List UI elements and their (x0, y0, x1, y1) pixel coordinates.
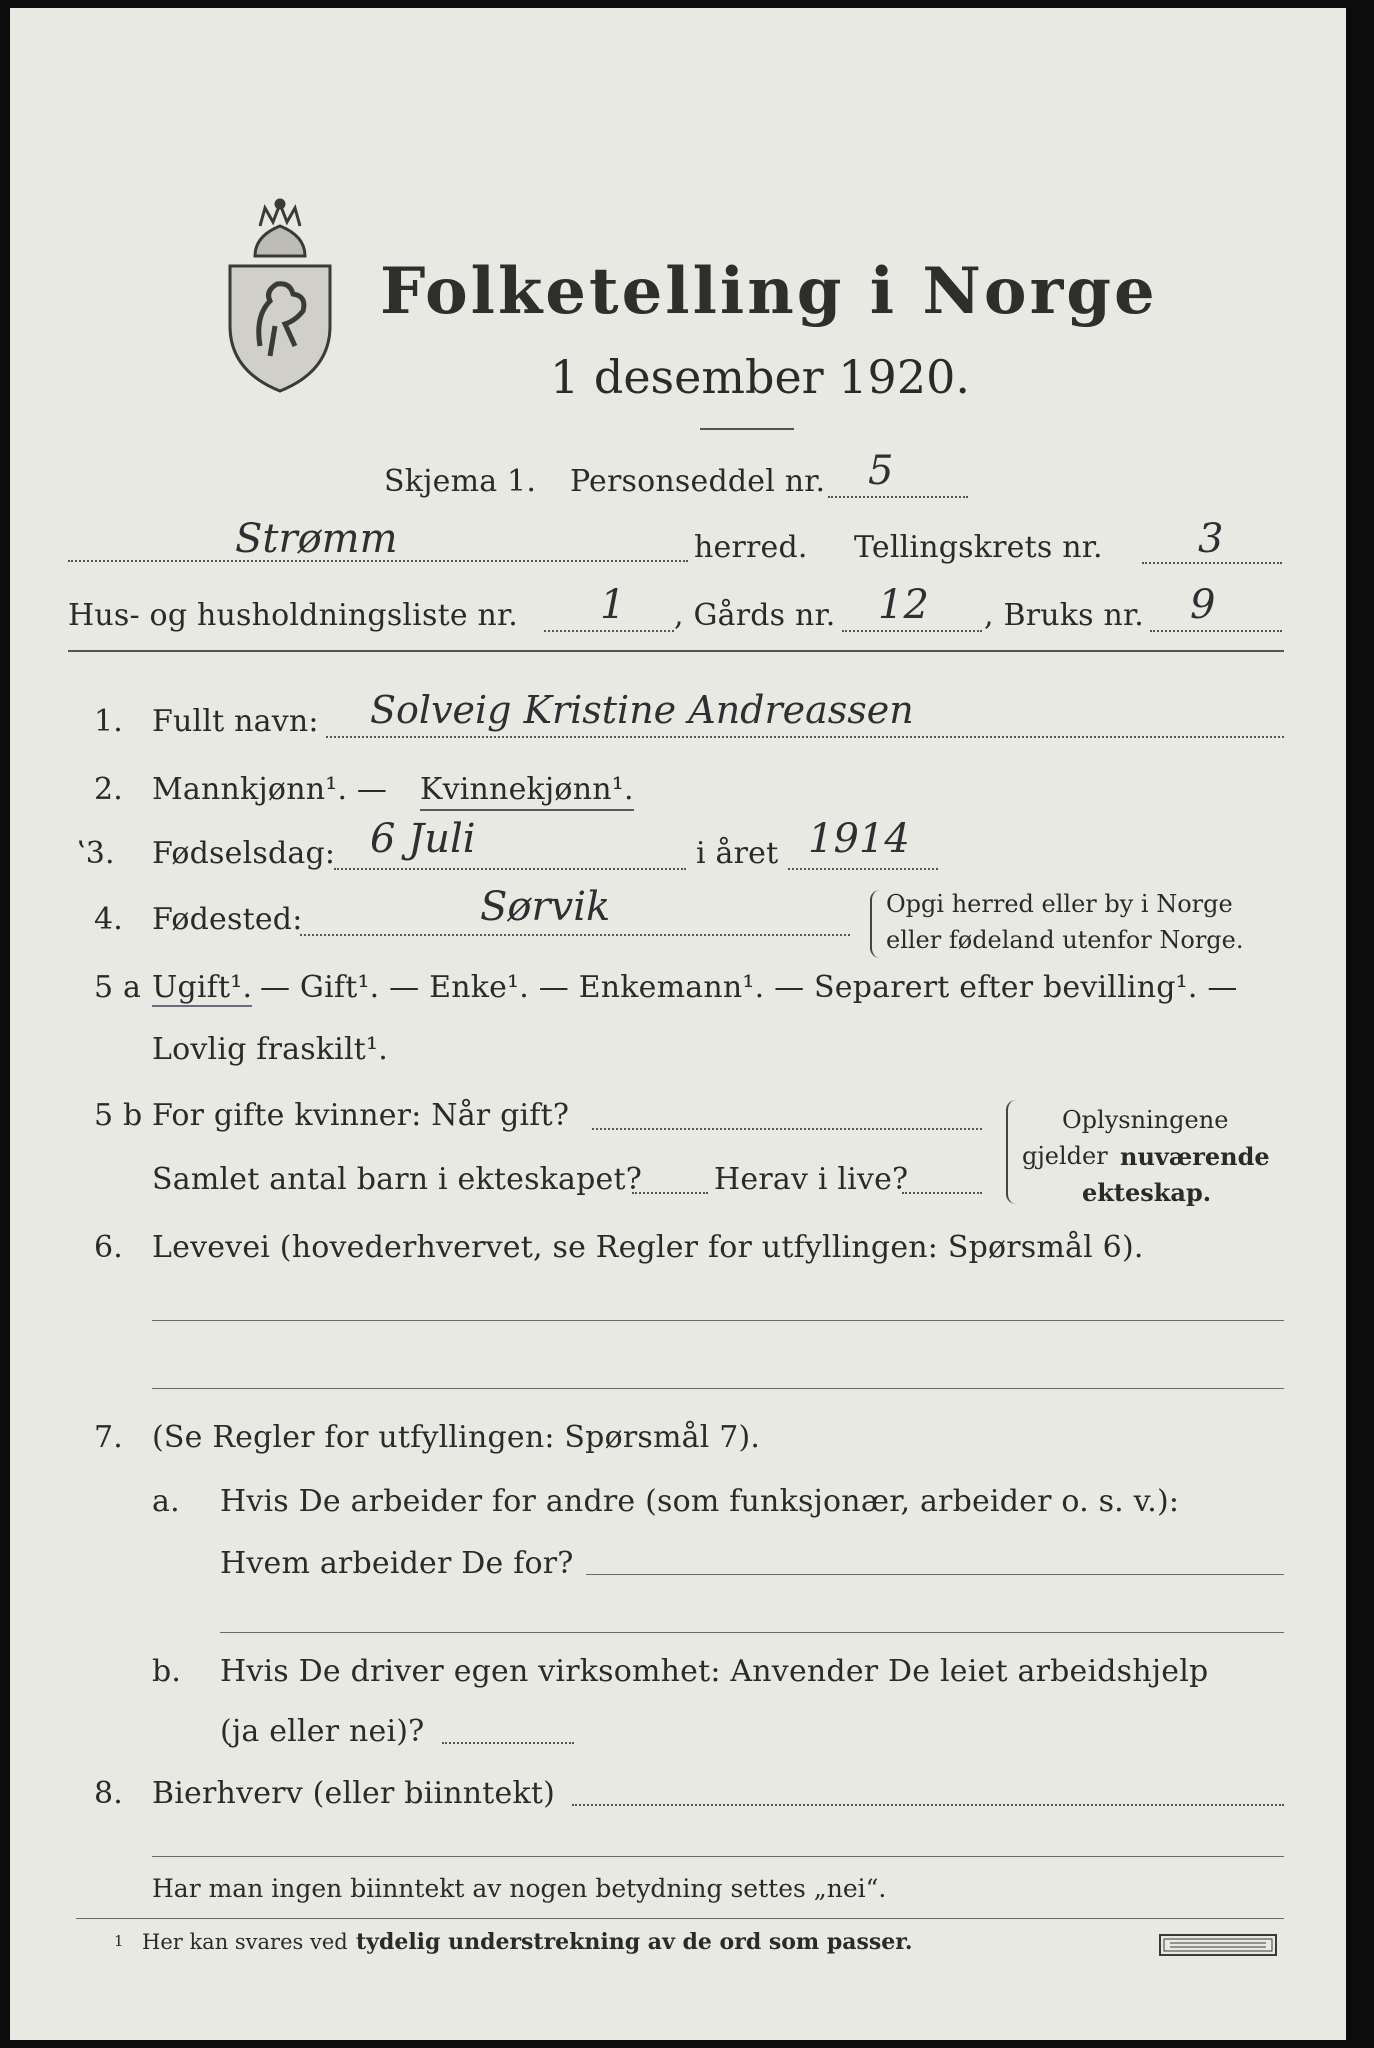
schema-label: Skjema 1. (384, 464, 537, 499)
birthplace-value: Sørvik (480, 884, 611, 930)
q4-number: 4. (94, 902, 124, 937)
q8-number: 8. (94, 1776, 124, 1811)
personseddel-label: Personseddel nr. (570, 464, 826, 499)
tellingskrets-nr: 3 (1198, 516, 1224, 562)
brace (1006, 1100, 1018, 1204)
q3-year-label: i året (696, 836, 779, 871)
form-title: Folketelling i Norge (380, 254, 1158, 329)
q4-note-1: Opgi herred eller by i Norge (886, 890, 1233, 918)
q4-note-2: eller fødeland utenfor Norge. (886, 926, 1244, 954)
q7-label: (Se Regler for utfyllingen: Spørsmål 7). (152, 1420, 761, 1455)
q7b-label: Hvis De driver egen virksomhet: Anvender De leiet arbeidshjelp (220, 1654, 1209, 1689)
q5b-note-1: Oplysningene (1062, 1106, 1229, 1134)
q6-label: Levevei (hovederhvervet, se Regler for utfyllingen: Spørsmål 6). (152, 1230, 1144, 1265)
q1-number: 1. (94, 704, 124, 739)
footnote-text: Her kan svares ved (142, 1930, 348, 1954)
footnote-text-bold: tydelig understrekning av de ord som passer. (356, 1929, 913, 1955)
q1-label: Fullt navn: (152, 704, 319, 739)
title-divider (700, 428, 794, 430)
q7a-number: a. (152, 1484, 180, 1519)
q7b-number: b. (152, 1654, 182, 1689)
herred-name: Strømm (235, 516, 398, 562)
q6-number: 6. (94, 1230, 124, 1265)
sex-female-option: Kvinnekjønn¹. (420, 772, 634, 811)
q5a-number: 5 a (94, 970, 142, 1005)
census-form (10, 8, 1346, 2040)
birth-year-value: 1914 (808, 816, 910, 862)
q4-label: Fødested: (152, 902, 303, 937)
q5b-label-3: Herav i live? (714, 1162, 909, 1197)
q5b-label-1: For gifte kvinner: Når gift? (152, 1098, 570, 1133)
hus-label: Hus- og husholdningsliste nr. (68, 598, 519, 633)
marital-ugift-option: Ugift¹. (152, 970, 253, 1005)
biinntekt-note: Har man ingen biinntekt av nogen betydning settes „nei“. (152, 1874, 887, 1903)
answer-line (152, 1320, 1284, 1321)
footnote-mark: 1 (114, 1932, 124, 1950)
q5b-note-3: ekteskap. (1082, 1178, 1212, 1207)
gards-label: , Gårds nr. (674, 598, 836, 633)
header-rule (68, 650, 1284, 652)
answer-line (152, 1856, 1284, 1857)
tellingskrets-label: Tellingskrets nr. (854, 530, 1103, 565)
q7a-label-2: Hvem arbeider De for? (220, 1546, 574, 1581)
q5b-number: 5 b (94, 1098, 143, 1133)
personseddel-nr: 5 (868, 448, 894, 494)
bruks-label: , Bruks nr. (984, 598, 1144, 633)
census-date: 1 desember 1920. (550, 350, 970, 404)
norway-coat-of-arms-icon (215, 196, 345, 396)
herred-label: herred. (694, 530, 808, 565)
answer-line (152, 1388, 1284, 1389)
q3-number: ʽ3. (76, 836, 115, 871)
sex-male-option: Mannkjønn¹. — (152, 772, 388, 807)
q2-number: 2. (94, 772, 124, 807)
bruks-nr: 9 (1190, 582, 1216, 628)
footnote-rule (76, 1918, 1284, 1919)
brace (870, 890, 880, 958)
q3-label: Fødselsdag: (152, 836, 336, 871)
q8-label: Bierhverv (eller biinntekt) (152, 1776, 556, 1811)
answer-line (586, 1574, 1284, 1575)
q7b-label-2: (ja eller nei)? (220, 1714, 425, 1749)
answer-line (220, 1632, 1284, 1633)
printer-stamp-icon (1158, 1932, 1278, 1958)
q7a-label: Hvis De arbeider for andre (som funksjonær, arbeider o. s. v.): (220, 1484, 1180, 1519)
q5b-note-2b: nuværende (1120, 1142, 1270, 1171)
hus-nr: 1 (600, 582, 626, 628)
full-name-value: Solveig Kristine Andreassen (370, 688, 914, 732)
birth-day-value: 6 Juli (370, 816, 476, 862)
gards-nr: 12 (878, 582, 929, 628)
marital-fraskilt-option: Lovlig fraskilt¹. (152, 1032, 388, 1067)
q5b-label-2: Samlet antal barn i ekteskapet? (152, 1162, 643, 1197)
q5b-note-2: gjelder (1022, 1142, 1108, 1170)
marital-options: — Gift¹. — Enke¹. — Enkemann¹. — Separert efter bevilling¹. — (260, 970, 1238, 1005)
q7-number: 7. (94, 1420, 124, 1455)
